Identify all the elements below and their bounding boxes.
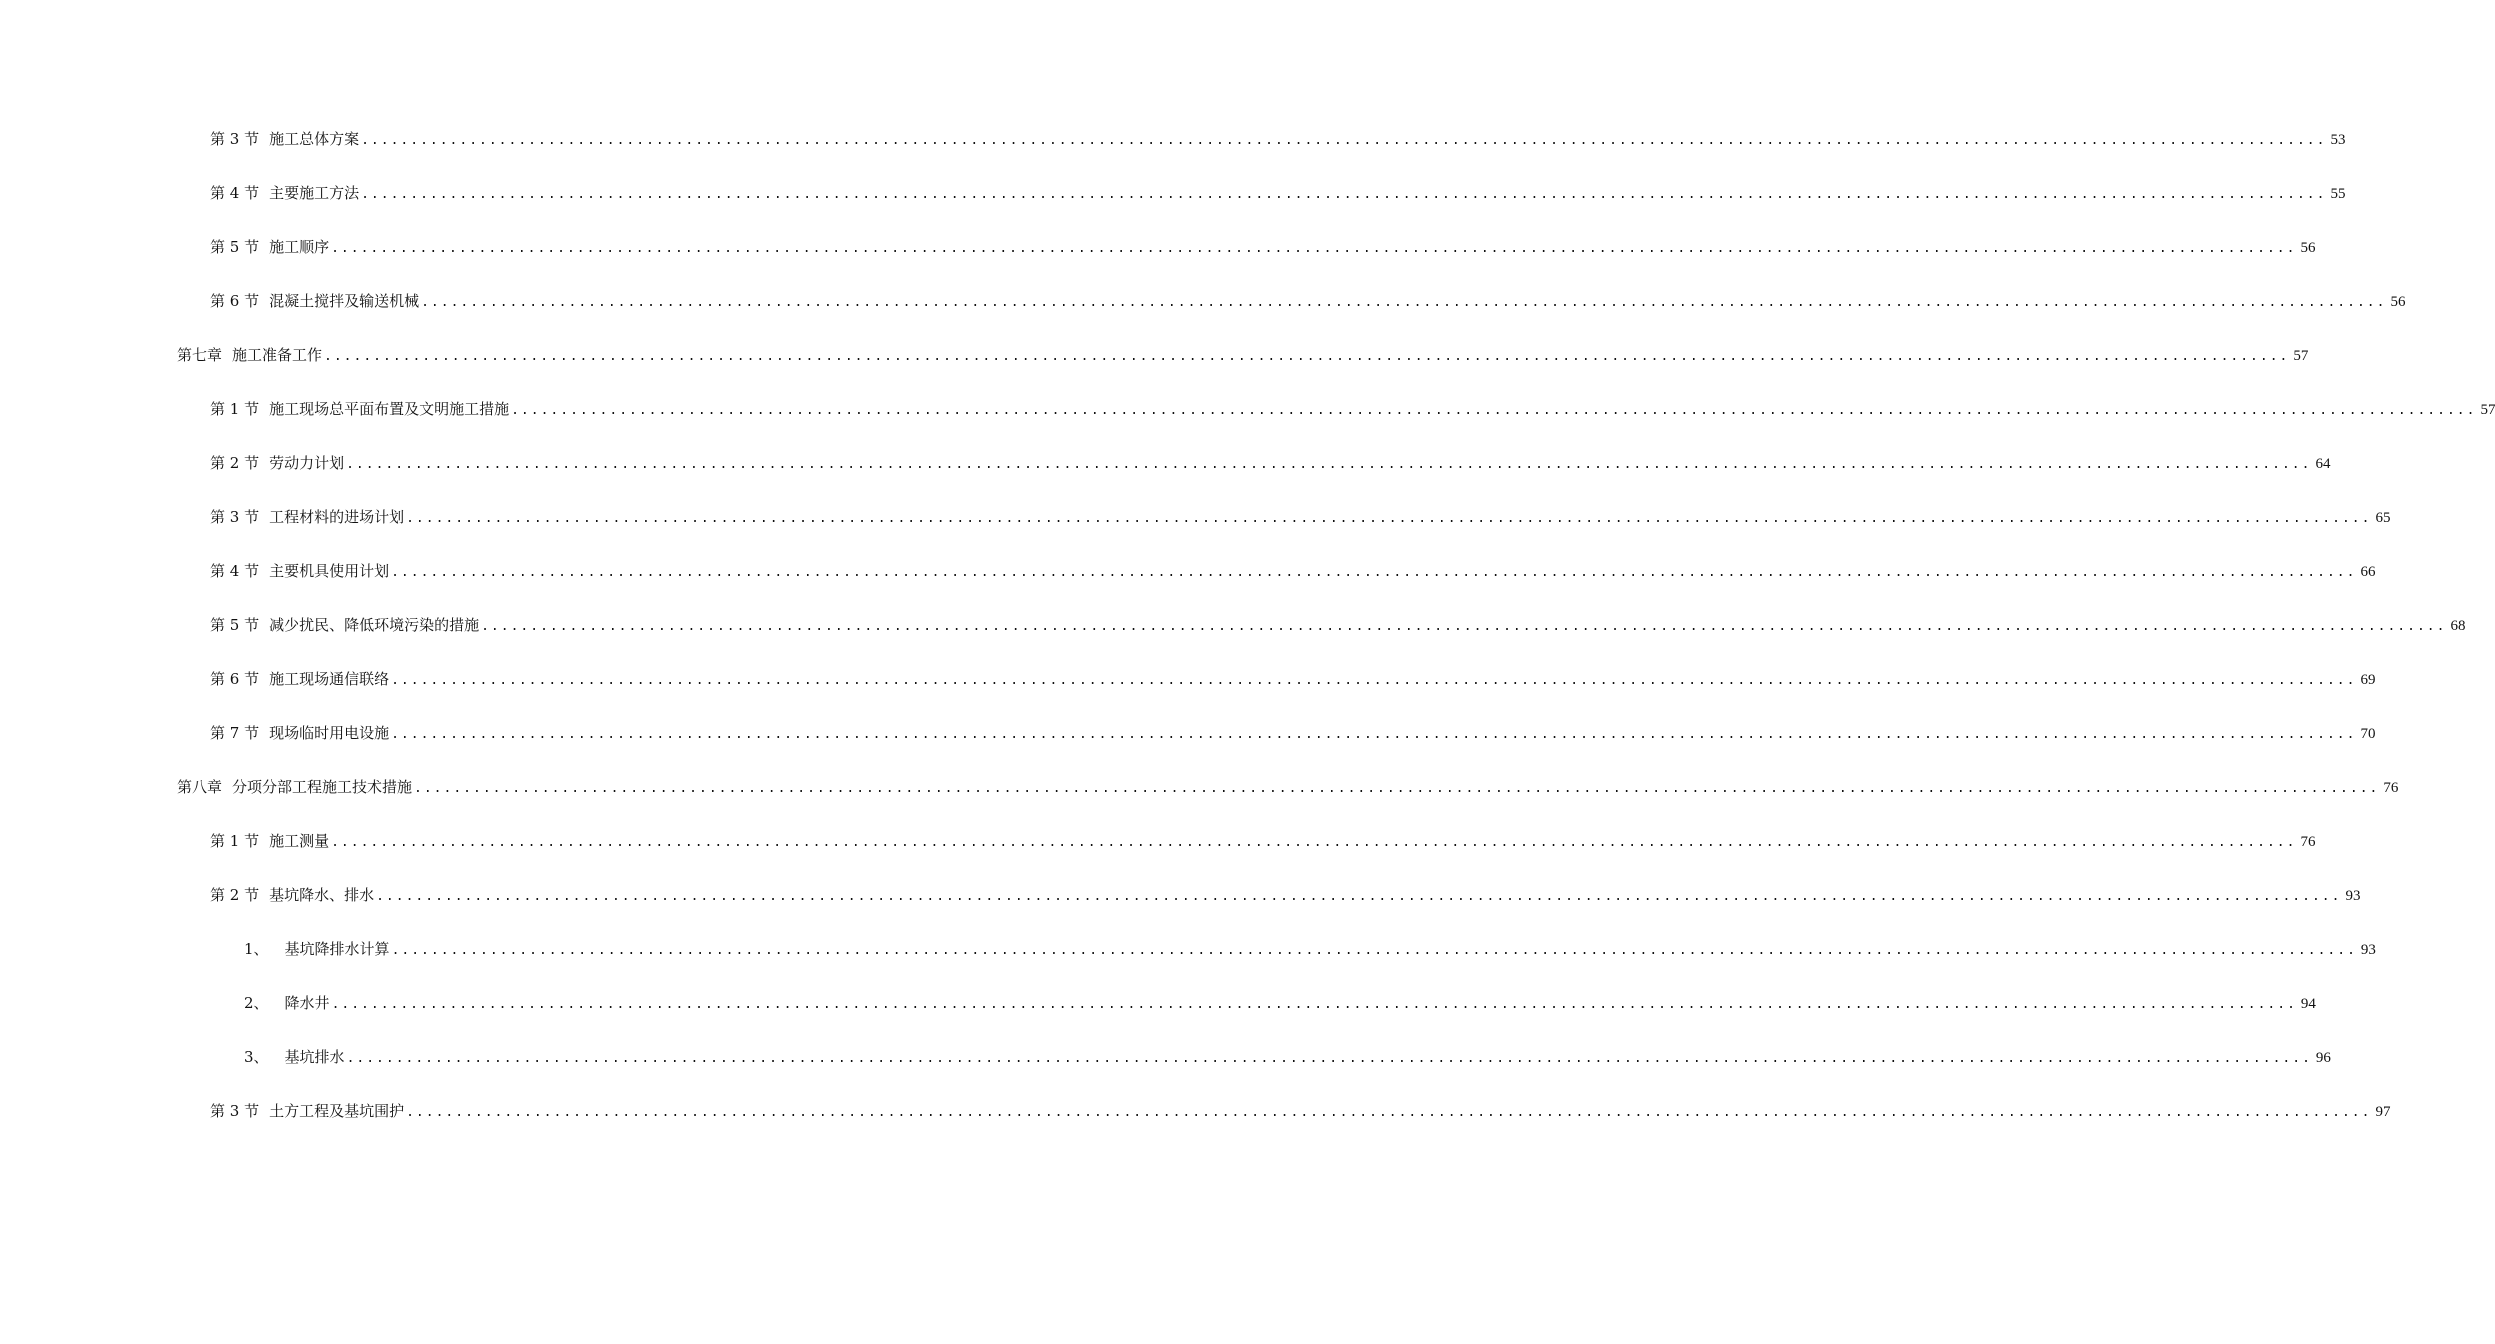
toc-entry-title: 劳动力计划 <box>269 454 345 472</box>
dot-leader: ........................................................................................................................................................................................................ <box>331 997 2297 1012</box>
toc-entry-title: 施工测量 <box>269 832 330 850</box>
dot-leader: ........................................................................................................................................................................................................ <box>346 457 2312 472</box>
toc-entry[interactable] <box>210 885 2361 907</box>
dot-leader: ........................................................................................................................................................................................................ <box>391 943 2357 958</box>
toc-entry[interactable] <box>210 615 2466 637</box>
toc-entry-number: 第 7 节 <box>210 724 260 742</box>
toc-entry-page-number: 70 <box>2360 726 2376 742</box>
dot-leader: ........................................................................................................................................................................................................ <box>324 349 2290 364</box>
dot-leader: ........................................................................................................................................................................................................ <box>421 295 2387 310</box>
toc-entry-page-number: 56 <box>2390 294 2406 310</box>
toc-entry-number: 第七章 <box>177 346 223 364</box>
toc-entry[interactable] <box>210 1101 2391 1123</box>
toc-entry-title: 施工顺序 <box>269 238 330 256</box>
toc-entry[interactable] <box>210 129 2346 151</box>
toc-entry-number: 2、 <box>244 994 269 1012</box>
dot-leader: ........................................................................................................................................................................................................ <box>376 889 2342 904</box>
toc-entry-title: 基坑降排水计算 <box>284 940 390 958</box>
toc-entry-title: 混凝土搅拌及输送机械 <box>269 292 420 310</box>
dot-leader: ........................................................................................................................................................................................................ <box>331 241 2297 256</box>
toc-entry-page-number: 53 <box>2330 132 2346 148</box>
toc-entry[interactable] <box>210 291 2406 313</box>
toc-entry[interactable] <box>210 507 2391 529</box>
toc-entry-title: 基坑排水 <box>284 1048 345 1066</box>
toc-entry-title: 主要施工方法 <box>269 184 360 202</box>
toc-entry-number: 第 4 节 <box>210 184 260 202</box>
dot-leader: ........................................................................................................................................................................................................ <box>391 673 2357 688</box>
toc-entry-number: 第 5 节 <box>210 238 260 256</box>
dot-leader: ........................................................................................................................................................................................................ <box>511 403 2477 418</box>
toc-entry-page-number: 94 <box>2300 996 2316 1012</box>
toc-entry-number: 第 6 节 <box>210 292 260 310</box>
toc-entry-page-number: 76 <box>2383 780 2399 796</box>
toc-entry-page-number: 57 <box>2480 402 2495 418</box>
toc-entry-title: 减少扰民、降低环境污染的措施 <box>269 616 480 634</box>
toc-entry-number: 第 3 节 <box>210 508 260 526</box>
toc-entry[interactable] <box>210 183 2346 205</box>
toc-entry-page-number: 56 <box>2300 240 2316 256</box>
toc-entry-title: 施工总体方案 <box>269 130 360 148</box>
toc-entry[interactable] <box>244 993 2316 1015</box>
toc-entry[interactable] <box>210 669 2376 691</box>
toc-entry-page-number: 66 <box>2360 564 2376 580</box>
toc-entry[interactable] <box>210 453 2331 475</box>
toc-entry-title: 分项分部工程施工技术措施 <box>232 778 413 796</box>
toc-entry[interactable] <box>244 939 2376 961</box>
toc-entry[interactable] <box>210 561 2376 583</box>
toc-entry-number: 第 1 节 <box>210 832 260 850</box>
toc-entry-title: 施工现场通信联络 <box>269 670 390 688</box>
dot-leader: ........................................................................................................................................................................................................ <box>346 1051 2312 1066</box>
toc-entry-number: 第 1 节 <box>210 400 260 418</box>
toc-entry-number: 第 3 节 <box>210 130 260 148</box>
toc-entry-page-number: 97 <box>2375 1104 2391 1120</box>
toc-entry-number: 第 6 节 <box>210 670 260 688</box>
toc-entry-title: 降水井 <box>284 994 330 1012</box>
toc-entry-number: 1、 <box>244 940 269 958</box>
toc-entry-page-number: 76 <box>2300 834 2316 850</box>
dot-leader: ........................................................................................................................................................................................................ <box>361 187 2327 202</box>
dot-leader: ........................................................................................................................................................................................................ <box>331 835 2297 850</box>
toc-entry[interactable] <box>210 399 2495 421</box>
toc-entry-number: 第 2 节 <box>210 886 260 904</box>
dot-leader: ........................................................................................................................................................................................................ <box>414 781 2380 796</box>
toc-entry-page-number: 55 <box>2330 186 2346 202</box>
toc-entry-page-number: 65 <box>2375 510 2391 526</box>
toc-entry-number: 3、 <box>244 1048 269 1066</box>
toc-entry[interactable] <box>210 237 2316 259</box>
dot-leader: ........................................................................................................................................................................................................ <box>361 133 2327 148</box>
dot-leader: ........................................................................................................................................................................................................ <box>391 727 2357 742</box>
dot-leader: ........................................................................................................................................................................................................ <box>406 511 2372 526</box>
toc-entry-number: 第八章 <box>177 778 223 796</box>
toc-entry-title: 工程材料的进场计划 <box>269 508 405 526</box>
toc-entry[interactable] <box>244 1047 2331 1069</box>
toc-entry-number: 第 5 节 <box>210 616 260 634</box>
toc-entry[interactable] <box>210 723 2376 745</box>
toc-entry-title: 施工现场总平面布置及文明施工措施 <box>269 400 510 418</box>
dot-leader: ........................................................................................................................................................................................................ <box>406 1105 2372 1120</box>
toc-entry-page-number: 93 <box>2360 942 2376 958</box>
toc-entry-page-number: 57 <box>2293 348 2309 364</box>
toc-entry-number: 第 2 节 <box>210 454 260 472</box>
toc-entry-number: 第 4 节 <box>210 562 260 580</box>
toc-entry-title: 基坑降水、排水 <box>269 886 375 904</box>
toc-entry[interactable] <box>177 777 2399 799</box>
toc-entry-page-number: 96 <box>2315 1050 2331 1066</box>
toc-entry-page-number: 69 <box>2360 672 2376 688</box>
toc-entry[interactable] <box>177 345 2309 367</box>
toc-entry[interactable] <box>210 831 2316 853</box>
toc-entry-page-number: 64 <box>2315 456 2331 472</box>
dot-leader: ........................................................................................................................................................................................................ <box>391 565 2357 580</box>
toc-entry-title: 土方工程及基坑围护 <box>269 1102 405 1120</box>
toc-entry-title: 主要机具使用计划 <box>269 562 390 580</box>
toc-entry-title: 施工准备工作 <box>232 346 323 364</box>
toc-entry-number: 第 3 节 <box>210 1102 260 1120</box>
toc-entry-title: 现场临时用电设施 <box>269 724 390 742</box>
toc-entry-page-number: 68 <box>2450 618 2466 634</box>
toc-entry-page-number: 93 <box>2345 888 2361 904</box>
dot-leader: ........................................................................................................................................................................................................ <box>481 619 2447 634</box>
